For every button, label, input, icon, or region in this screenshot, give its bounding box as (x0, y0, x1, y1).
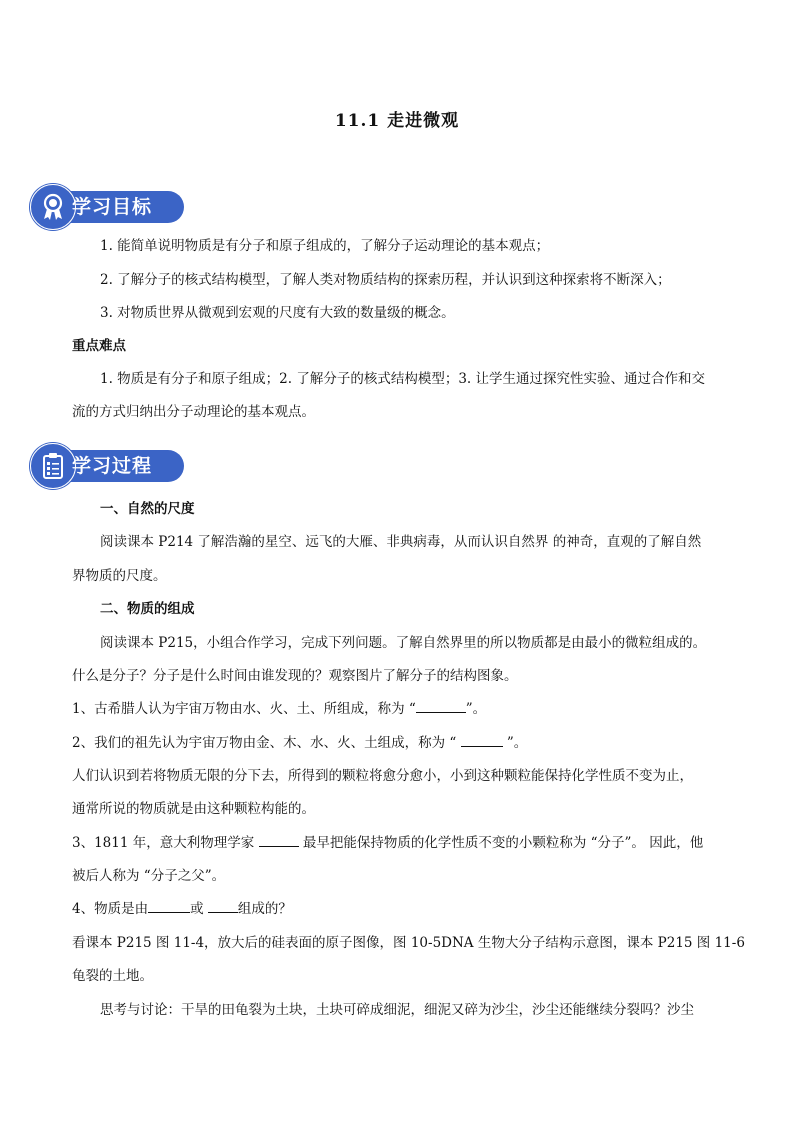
answer-blank[interactable] (208, 898, 238, 913)
part2-heading: 二、物质的组成 (100, 601, 195, 617)
question-2 (72, 727, 727, 759)
question-4-or: 或 (190, 901, 208, 917)
part1-line-1: 阅读课本 P214 了解浩瀚的星空、远飞的大雁、非典病毒，从而认识自然界 的神奇，直观的了解自然 (100, 534, 702, 550)
question-3-text: 3、1811 年，意大利物理学家 (72, 835, 259, 851)
answer-blank[interactable] (416, 698, 466, 713)
section-label-process: 学习过程 (72, 455, 153, 477)
page-title: 11.1 走进微观 (334, 111, 460, 131)
banner-badge (30, 443, 76, 489)
question-3-line-2: 被后人称为 “分子之父”。 (72, 868, 226, 884)
section-banner-process (30, 443, 186, 489)
key-points-heading: 重点难点 (72, 338, 126, 354)
part2-line-2: 什么是分子？分子是什么时间由谁发现的？观察图片了解分子的结构图象。 (72, 668, 518, 684)
goal-item-1: 1. 能简单说明物质是有分子和原子组成的，了解分子运动理论的基本观点； (100, 238, 550, 254)
key-points-line-1: 1. 物质是有分子和原子组成；2. 了解分子的核式结构模型；3. 让学生通过探究性实验、通过合作和交 (100, 371, 706, 387)
section-label-goals: 学习目标 (72, 196, 153, 218)
question-4 (72, 893, 727, 925)
paragraph-line-2: 通常所说的物质就是由这种颗粒构能的。 (72, 801, 315, 817)
question-2-end: ”。 (502, 735, 528, 751)
question-4-text: 4、物质是由 (72, 901, 149, 917)
key-points-line-2: 流的方式归纳出分子动理论的基本观点。 (72, 404, 315, 420)
paragraph-line-1: 人们认识到若将物质无限的分下去，所得到的颗粒将愈分愈小，小到这种颗粒能保持化学性质不变为止， (72, 768, 693, 784)
answer-blank[interactable] (148, 898, 190, 913)
goal-item-2: 2. 了解分子的核式结构模型，了解人类对物质结构的探索历程，并认识到这种探索将不断深入； (100, 272, 671, 288)
part2-line-1: 阅读课本 P215，小组合作学习，完成下列问题。了解自然界里的所以物质都是由最小的微粒组成的。 (100, 635, 707, 651)
question-4-end: 组成的？ (237, 901, 292, 917)
question-1 (72, 693, 727, 725)
question-3 (72, 827, 727, 859)
banner-badge (30, 184, 76, 230)
look-line-2: 龟裂的土地。 (72, 968, 153, 984)
question-1-text: 1、古希腊人认为宇宙万物由水、火、土、所组成，称为 “ (72, 701, 416, 717)
question-2-text: 2、我们的祖先认为宇宙万物由金、木、水、火、土组成，称为 “ (72, 735, 461, 751)
question-3-text-2: 最早把能保持物质的化学性质不变的小颗粒称为 “分子”。 因此，他 (298, 835, 704, 851)
look-line-1: 看课本 P215 图 11-4，放大后的硅表面的原子图像，图 10-5DNA 生物大分子结构示意图，课本 P215 图 11-6 (72, 935, 745, 951)
answer-blank[interactable] (259, 832, 299, 847)
part1-line-2: 界物质的尺度。 (72, 568, 167, 584)
award-ribbon-icon (38, 192, 68, 222)
discussion-line: 思考与讨论：干旱的田龟裂为土块，土块可碎成细泥，细泥又碎为沙尘，沙尘还能继续分裂吗？沙尘 (100, 1002, 694, 1018)
clipboard-checklist-icon (38, 451, 68, 481)
goal-item-3: 3. 对物质世界从微观到宏观的尺度有大致的数量级的概念。 (100, 305, 455, 321)
section-banner-goals (30, 184, 186, 230)
answer-blank[interactable] (461, 732, 503, 747)
question-1-end: ”。 (465, 701, 487, 717)
part1-heading: 一、自然的尺度 (100, 501, 195, 517)
